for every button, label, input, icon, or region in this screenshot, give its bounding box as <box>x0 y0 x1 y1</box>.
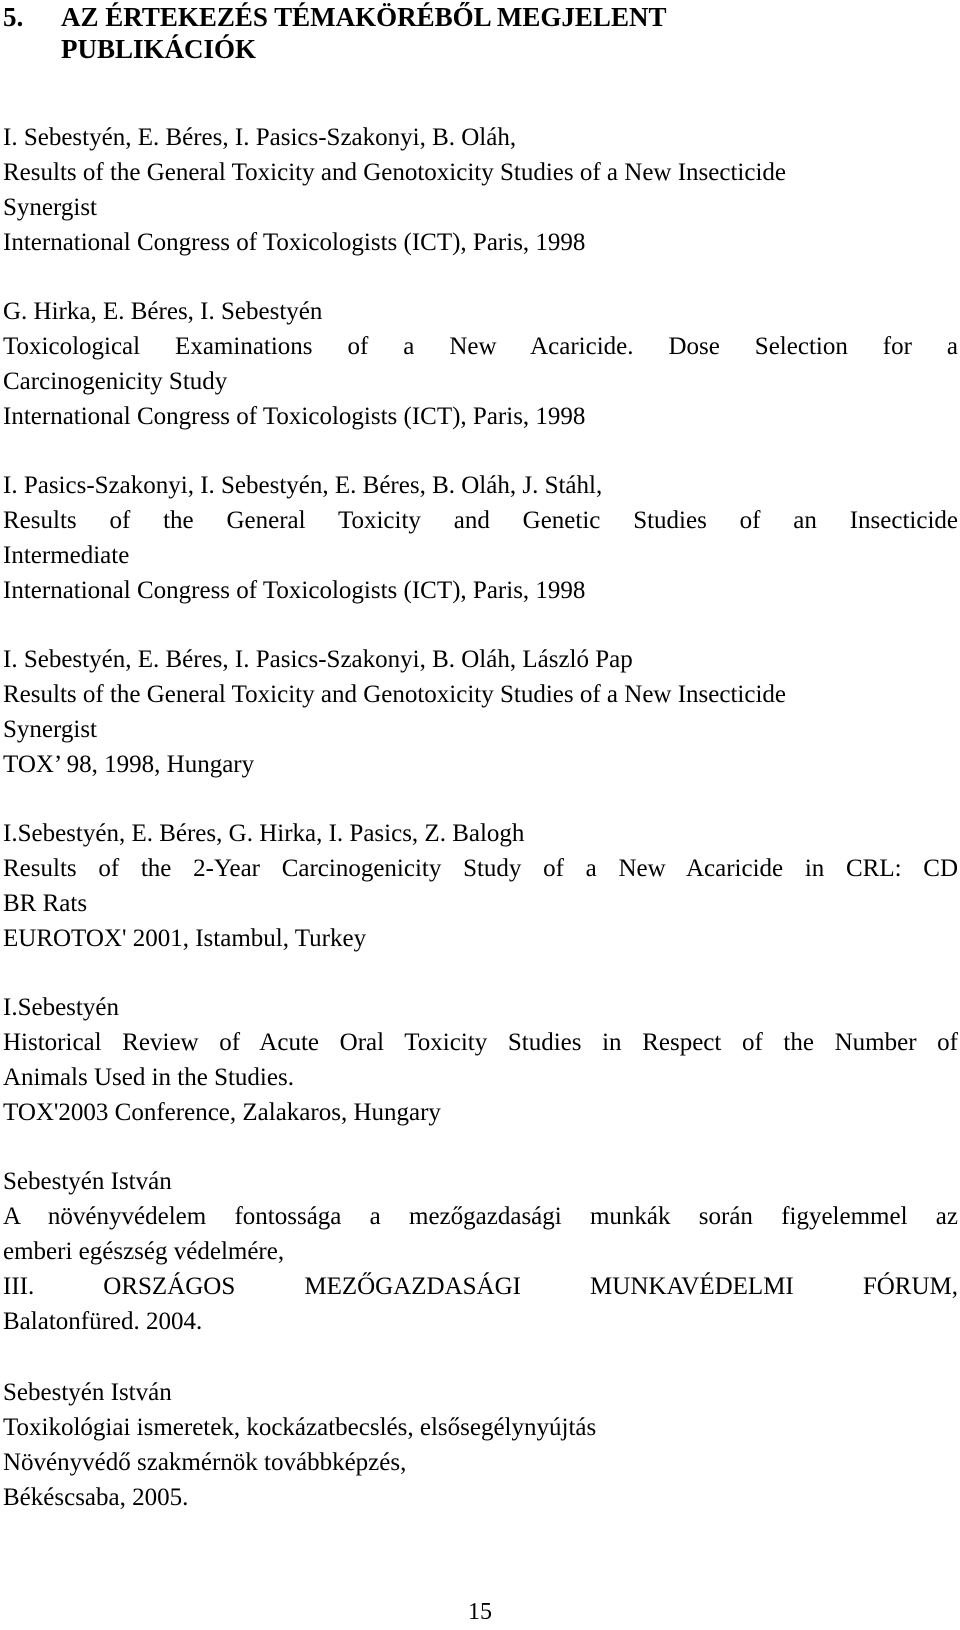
publication-title-line1: Toxikológiai ismeretek, kockázatbecslés, elsősegélynyújtás <box>3 1414 597 1441</box>
publication-entry <box>3 1164 958 1339</box>
publication-title-line2: Carcinogenicity Study <box>3 368 228 395</box>
publication-entry <box>3 1375 958 1515</box>
publication-venue-line2: Balatonfüred. 2004. <box>3 1308 203 1335</box>
publication-venue: TOX'2003 Conference, Zalakaros, Hungary <box>3 1099 441 1126</box>
publication-entry <box>3 294 958 434</box>
publication-title-line1: Results of the General Toxicity and Genetic Studies of an Insecticide <box>3 507 958 534</box>
publication-title-line1: A növényvédelem fontossága a mezőgazdasági munkák során figyelemmel az <box>3 1203 958 1230</box>
publication-venue: EUROTOX' 2001, Istambul, Turkey <box>3 925 367 952</box>
publication-authors: I. Sebestyén, E. Béres, I. Pasics-Szakonyi, B. Oláh, <box>3 124 517 151</box>
publication-title-line2: Synergist <box>3 716 97 743</box>
publication-title-line2: Animals Used in the Studies. <box>3 1064 294 1091</box>
publication-entry <box>3 468 958 608</box>
publication-entry <box>3 120 958 260</box>
publication-title-line2: Synergist <box>3 194 97 221</box>
publication-title-line2: Növényvédő szakmérnök továbbképzés, <box>3 1449 407 1476</box>
section-number: 5. <box>3 2 24 32</box>
page-number: 15 <box>468 1599 492 1625</box>
publication-title-line1: Results of the General Toxicity and Genotoxicity Studies of a New Insecticide <box>3 159 787 186</box>
section-title <box>61 1 943 65</box>
publication-authors: Sebestyén István <box>3 1168 172 1195</box>
publication-title-line2: Intermediate <box>3 542 130 569</box>
publication-title-line1: Toxicological Examinations of a New Acaricide. Dose Selection for a <box>3 333 958 360</box>
publication-authors: G. Hirka, E. Béres, I. Sebestyén <box>3 298 323 325</box>
publication-title-line1: Results of the General Toxicity and Genotoxicity Studies of a New Insecticide <box>3 681 787 708</box>
publication-title-line2: emberi egészség védelmére, <box>3 1238 285 1265</box>
section-heading <box>3 1 943 65</box>
publication-list <box>3 120 958 1549</box>
publication-venue: TOX’ 98, 1998, Hungary <box>3 751 255 778</box>
section-title-line1: AZ ÉRTEKEZÉS TÉMAKÖRÉBŐL MEGJELENT <box>61 2 667 32</box>
section-title-line2: PUBLIKÁCIÓK <box>61 34 257 64</box>
publication-entry <box>3 816 958 956</box>
publication-entry <box>3 642 958 782</box>
publication-title-line1: Historical Review of Acute Oral Toxicity Studies in Respect of the Number of <box>3 1029 958 1056</box>
publication-title-line1: Results of the 2-Year Carcinogenicity Study of a New Acaricide in CRL: CD <box>3 855 958 882</box>
publication-venue: Békéscsaba, 2005. <box>3 1484 189 1511</box>
publication-venue: International Congress of Toxicologists (ICT), Paris, 1998 <box>3 229 586 256</box>
publication-title-line2: BR Rats <box>3 890 88 917</box>
publication-authors: I. Sebestyén, E. Béres, I. Pasics-Szakonyi, B. Oláh, László Pap <box>3 646 633 673</box>
publication-venue: International Congress of Toxicologists (ICT), Paris, 1998 <box>3 577 586 604</box>
publication-authors: I.Sebestyén <box>3 994 119 1021</box>
publication-authors: Sebestyén István <box>3 1379 172 1406</box>
publication-venue: III. ORSZÁGOS MEZŐGAZDASÁGI MUNKAVÉDELMI FÓRUM, <box>3 1273 958 1300</box>
publication-authors: I.Sebestyén, E. Béres, G. Hirka, I. Pasics, Z. Balogh <box>3 820 525 847</box>
publication-venue: International Congress of Toxicologists (ICT), Paris, 1998 <box>3 403 586 430</box>
publication-entry <box>3 990 958 1130</box>
publication-authors: I. Pasics-Szakonyi, I. Sebestyén, E. Béres, B. Oláh, J. Stáhl, <box>3 472 603 499</box>
